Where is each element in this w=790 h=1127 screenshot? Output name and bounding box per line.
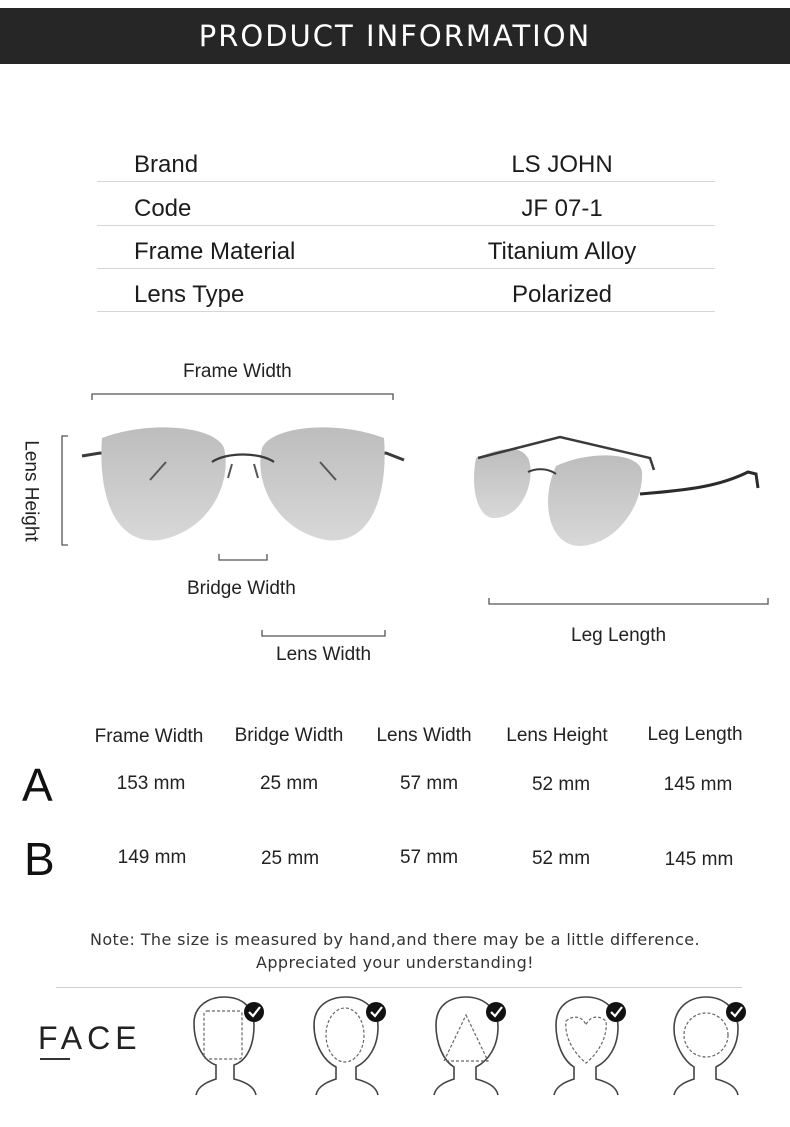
spec-value: Polarized bbox=[511, 281, 613, 308]
heart-face-icon bbox=[538, 995, 638, 1100]
face-underline bbox=[40, 1058, 70, 1060]
frame-width-bracket bbox=[92, 394, 393, 400]
spec-label: Lens Type bbox=[134, 281, 245, 308]
spec-row bbox=[97, 226, 715, 269]
lens-height-bracket bbox=[62, 436, 68, 545]
size-header: Lens Height bbox=[506, 725, 608, 746]
lens-height-label: Lens Height bbox=[20, 440, 42, 542]
spec-row bbox=[97, 183, 715, 226]
size-header: Frame Width bbox=[94, 726, 204, 747]
spec-value: LS JOHN bbox=[511, 151, 613, 178]
size-cell: 153 mm bbox=[116, 773, 186, 794]
lens-width-bracket bbox=[262, 630, 385, 636]
divider bbox=[56, 987, 742, 988]
bridge-width-label: Bridge Width bbox=[187, 578, 296, 599]
spec-label: Frame Material bbox=[134, 238, 296, 265]
spec-row bbox=[97, 139, 715, 182]
leg-length-label: Leg Length bbox=[571, 625, 667, 646]
spec-value: Titanium Alloy bbox=[487, 238, 637, 265]
spec-label: Brand bbox=[134, 151, 199, 178]
size-row-label: B bbox=[24, 833, 55, 885]
size-cell: 149 mm bbox=[117, 847, 187, 868]
size-cell: 145 mm bbox=[664, 849, 734, 870]
lens-width-label: Lens Width bbox=[276, 644, 372, 665]
triangle-face-icon bbox=[418, 995, 518, 1100]
size-row-label: A bbox=[22, 759, 53, 811]
measurement-note bbox=[0, 928, 790, 974]
oval-face-icon bbox=[298, 995, 398, 1100]
note-line: Appreciated your understanding! bbox=[256, 953, 534, 972]
size-header: Leg Length bbox=[647, 724, 743, 745]
frame-width-label: Frame Width bbox=[183, 361, 292, 382]
banner-title: PRODUCT INFORMATION bbox=[198, 19, 592, 53]
round-face-icon bbox=[658, 995, 758, 1100]
spec-row bbox=[97, 269, 715, 312]
front-glasses-image bbox=[82, 427, 404, 540]
leg-length-bracket bbox=[489, 598, 768, 604]
size-header: Bridge Width bbox=[234, 725, 344, 746]
size-cell: 52 mm bbox=[531, 774, 591, 795]
spec-label: Code bbox=[134, 195, 192, 222]
header-banner bbox=[0, 8, 790, 64]
face-label: FACE bbox=[38, 1020, 142, 1056]
note-line: Note: The size is measured by hand,and there may be a little difference. bbox=[89, 930, 701, 949]
size-cell: 57 mm bbox=[399, 847, 459, 868]
size-cell: 145 mm bbox=[663, 774, 733, 795]
side-glasses-image bbox=[474, 437, 758, 546]
size-cell: 52 mm bbox=[531, 848, 591, 869]
glasses-diagram bbox=[0, 340, 790, 680]
square-face-icon bbox=[176, 995, 276, 1100]
size-header: Lens Width bbox=[376, 725, 472, 746]
size-cell: 25 mm bbox=[260, 848, 320, 869]
size-cell: 25 mm bbox=[259, 773, 319, 794]
spec-value: JF 07-1 bbox=[521, 195, 603, 222]
bridge-width-bracket bbox=[219, 554, 267, 560]
size-cell: 57 mm bbox=[399, 773, 459, 794]
